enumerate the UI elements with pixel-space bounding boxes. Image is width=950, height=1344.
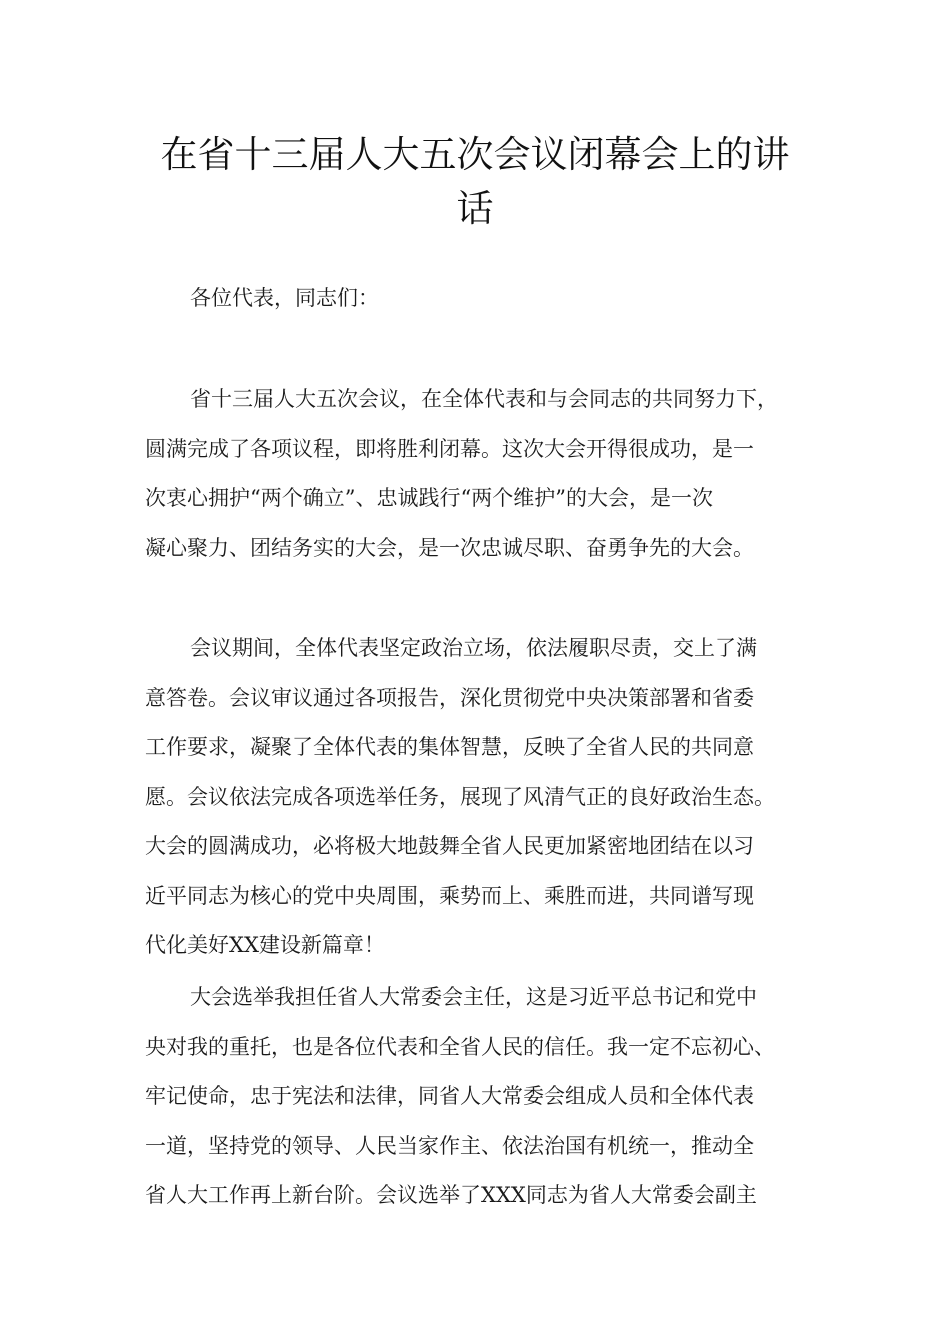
paragraph-line: 央对我的重托，也是各位代表和全省人民的信任。我一定不忘初心、 xyxy=(145,1034,775,1059)
paragraph-line: 次衷心拥护“两个确立”、忠诚践行“两个维护”的大会，是一次 xyxy=(145,486,713,510)
paragraph-line: 大会的圆满成功，必将极大地鼓舞全省人民更加紧密地团结在以习 xyxy=(145,834,754,858)
paragraph-line: 代化美好XX建设新篇章！ xyxy=(145,933,385,957)
paragraph-line: 近平同志为核心的党中央周围，乘势而上、乘胜而进，共同谱写现 xyxy=(145,883,754,908)
paragraph xyxy=(145,624,817,971)
title-line: 在省十三届人大五次会议闭幕会上的讲 xyxy=(160,133,790,176)
paragraph-line: 工作要求，凝聚了全体代表的集体智慧，反映了全省人民的共同意 xyxy=(145,735,754,759)
paragraph-line: 省人大工作再上新台阶。会议选举了XXX同志为省人大常委会副主 xyxy=(145,1183,757,1207)
paragraph-line: 省十三届人大五次会议，在全体代表和与会同志的共同努力下， xyxy=(190,387,778,411)
paragraph-line: 圆满完成了各项议程，即将胜利闭幕。这次大会开得很成功，是一 xyxy=(145,436,754,461)
paragraph-line: 会议期间，全体代表坚定政治立场，依法履职尽责，交上了满 xyxy=(190,636,757,660)
title-line: 话 xyxy=(456,187,494,230)
paragraph-line: 意答卷。会议审议通过各项报告，深化贯彻党中央决策部署和省委 xyxy=(145,685,754,710)
paragraph xyxy=(145,973,817,1221)
greeting: 各位代表，同志们： xyxy=(190,286,379,310)
paragraph-line: 一道，坚持党的领导、人民当家作主、依法治国有机统一，推动全 xyxy=(145,1133,754,1158)
paragraph-line: 牢记使命，忠于宪法和法律，同省人大常委会组成人员和全体代表 xyxy=(145,1084,754,1108)
document-title xyxy=(140,128,810,236)
paragraph-line: 大会选举我担任省人大常委会主任，这是习近平总书记和党中 xyxy=(190,985,757,1009)
paragraph-line: 凝心聚力、团结务实的大会，是一次忠诚尽职、奋勇争先的大会。 xyxy=(145,535,754,560)
paragraph xyxy=(145,375,817,573)
paragraph-line: 愿。会议依法完成各项选举任务，展现了风清气正的良好政治生态。 xyxy=(145,784,775,809)
